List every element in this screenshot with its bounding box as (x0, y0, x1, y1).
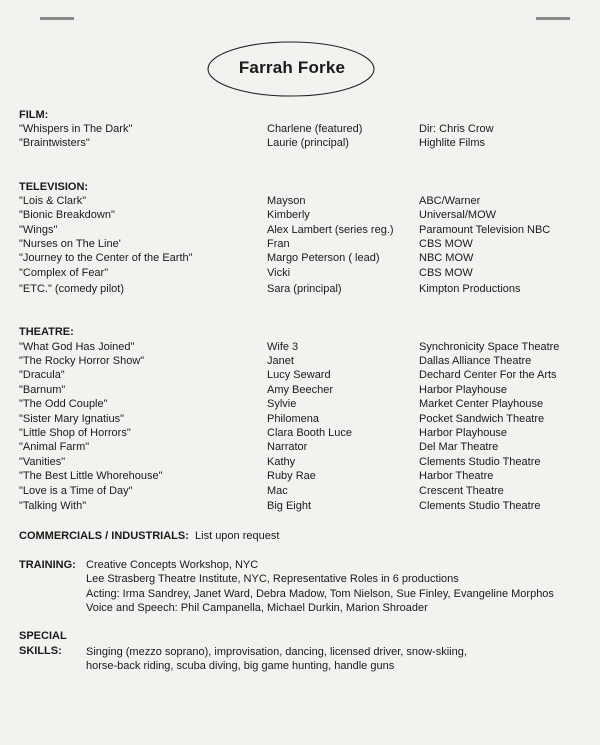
theatre-section-title: THEATRE: (19, 326, 74, 338)
television-role: Vicki (267, 267, 291, 279)
theatre-company: Harbor Playhouse (419, 384, 508, 396)
theatre-role: Wife 3 (267, 341, 299, 353)
theatre-role: Sylvie (267, 398, 297, 410)
television-company: CBS MOW (419, 238, 473, 250)
theatre-row (0, 470, 600, 484)
theatre-row (0, 341, 600, 355)
theatre-role: Clara Booth Luce (267, 427, 352, 439)
theatre-title: "Vanities" (19, 456, 66, 468)
film-section-title: FILM: (19, 109, 49, 121)
training-line: Creative Concepts Workshop, NYC (86, 559, 259, 571)
television-row (0, 238, 600, 252)
special-skills-line: horse-back riding, scuba diving, big game hunting, handle guns (86, 660, 395, 672)
theatre-title: "Dracula" (19, 369, 65, 381)
special-skills-line: Singing (mezzo soprano), improvisation, dancing, licensed driver, snow-skiing, (86, 646, 467, 658)
television-row (0, 252, 600, 266)
theatre-role: Ruby Rae (267, 470, 316, 482)
television-company: Paramount Television NBC (419, 224, 551, 236)
resume-name: Farrah Forke (238, 58, 346, 77)
theatre-company: Synchronicity Space Theatre (419, 341, 560, 353)
film-row (0, 137, 600, 151)
film-row (0, 123, 600, 137)
special-skills-title-line2: SKILLS: (19, 645, 62, 657)
theatre-title: "Talking With" (19, 500, 87, 512)
staple-mark-right (536, 17, 570, 20)
television-company: Kimpton Productions (419, 283, 521, 295)
film-title: "Braintwisters" (19, 137, 90, 149)
theatre-row (0, 427, 600, 441)
training-line: Voice and Speech: Phil Campanella, Michael Durkin, Marion Shroader (86, 602, 428, 614)
television-role: Mayson (267, 195, 306, 207)
theatre-row (0, 413, 600, 427)
film-company: Highlite Films (419, 137, 486, 149)
television-company: CBS MOW (419, 267, 473, 279)
television-title: "Wings" (19, 224, 58, 236)
theatre-company: Market Center Playhouse (419, 398, 544, 410)
theatre-title: "The Best Little Whorehouse" (19, 470, 163, 482)
theatre-role: Narrator (267, 441, 308, 453)
television-role: Sara (principal) (267, 283, 342, 295)
theatre-title: "Sister Mary Ignatius" (19, 413, 125, 425)
staple-mark-left (40, 17, 74, 20)
theatre-company: Harbor Theatre (419, 470, 494, 482)
film-role: Charlene (featured) (267, 123, 363, 135)
film-company: Dir: Chris Crow (419, 123, 494, 135)
training-line: Lee Strasberg Theatre Institute, NYC, Representative Roles in 6 productions (86, 573, 459, 585)
theatre-title: "What God Has Joined" (19, 341, 135, 353)
theatre-title: "Love is a Time of Day" (19, 485, 133, 497)
theatre-role: Philomena (267, 413, 319, 425)
theatre-company: Harbor Playhouse (419, 427, 508, 439)
theatre-row (0, 456, 600, 470)
television-role: Margo Peterson ( lead) (267, 252, 380, 264)
theatre-row (0, 355, 600, 369)
television-role: Fran (267, 238, 290, 250)
theatre-role: Lucy Seward (267, 369, 331, 381)
theatre-company: Crescent Theatre (419, 485, 504, 497)
training-line: Acting: Irma Sandrey, Janet Ward, Debra Madow, Tom Nielson, Sue Finley, Evangeline Morphos (86, 588, 554, 600)
television-section-title: TELEVISION: (19, 181, 89, 193)
commercials-section-title: COMMERCIALS / INDUSTRIALS: (19, 530, 189, 542)
commercials-line (19, 530, 279, 542)
commercials-value: List upon request (195, 530, 280, 542)
film-title: "Whispers in The Dark" (19, 123, 133, 135)
television-row (0, 224, 600, 238)
television-row (0, 209, 600, 223)
television-role: Kimberly (267, 209, 310, 221)
television-title: "Journey to the Center of the Earth" (19, 252, 193, 264)
television-role: Alex Lambert (series reg.) (267, 224, 394, 236)
television-title: "Complex of Fear" (19, 267, 109, 279)
theatre-row (0, 441, 600, 455)
theatre-company: Clements Studio Theatre (419, 500, 541, 512)
theatre-role: Big Eight (267, 500, 312, 512)
theatre-title: "Barnum" (19, 384, 66, 396)
television-company: ABC/Warner (419, 195, 481, 207)
theatre-company: Clements Studio Theatre (419, 456, 541, 468)
special-skills-title-line1: SPECIAL (19, 630, 67, 642)
theatre-row (0, 369, 600, 383)
theatre-title: "Little Shop of Horrors" (19, 427, 131, 439)
theatre-company: Del Mar Theatre (419, 441, 499, 453)
theatre-role: Janet (267, 355, 294, 367)
television-row (0, 195, 600, 209)
television-row (0, 283, 600, 297)
television-title: "Lois & Clark" (19, 195, 87, 207)
training-section-title: TRAINING: (19, 559, 76, 571)
television-company: Universal/MOW (419, 209, 497, 221)
theatre-row (0, 384, 600, 398)
theatre-company: Pocket Sandwich Theatre (419, 413, 545, 425)
theatre-company: Dechard Center For the Arts (419, 369, 557, 381)
theatre-row (0, 485, 600, 499)
television-row (0, 267, 600, 281)
theatre-role: Kathy (267, 456, 296, 468)
theatre-row (0, 398, 600, 412)
television-title: "ETC." (comedy pilot) (19, 283, 124, 295)
theatre-role: Amy Beecher (267, 384, 334, 396)
film-role: Laurie (principal) (267, 137, 349, 149)
television-company: NBC MOW (419, 252, 474, 264)
theatre-role: Mac (267, 485, 288, 497)
theatre-title: "Animal Farm" (19, 441, 90, 453)
television-title: "Bionic Breakdown" (19, 209, 115, 221)
theatre-title: "The Rocky Horror Show" (19, 355, 145, 367)
television-title: "Nurses on The Line' (19, 238, 121, 250)
theatre-row (0, 500, 600, 514)
theatre-company: Dallas Alliance Theatre (419, 355, 532, 367)
theatre-title: "The Odd Couple" (19, 398, 108, 410)
